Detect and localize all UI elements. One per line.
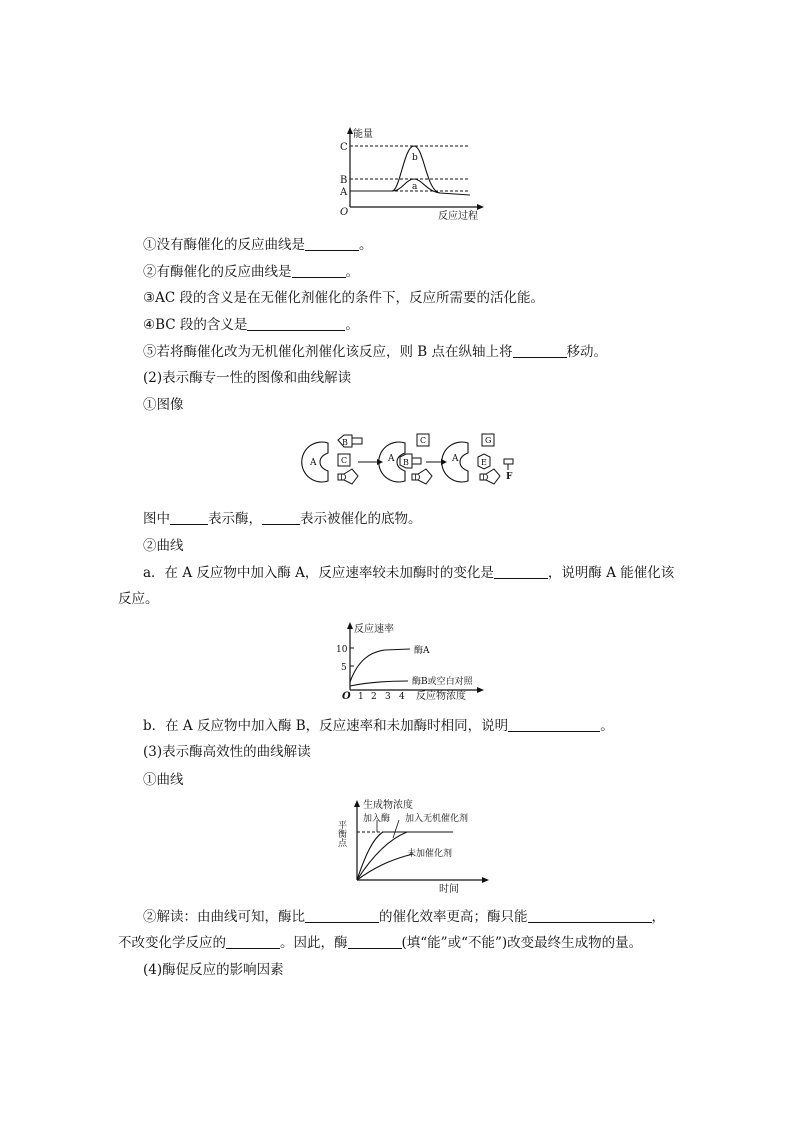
- answer-blank[interactable]: [348, 934, 402, 949]
- substrate-c-label: C: [420, 436, 427, 445]
- rate-x-tick-1: 1: [358, 692, 364, 702]
- substrate-d-label: D: [414, 473, 421, 482]
- series-enzyme-label: 加入酶: [363, 814, 391, 824]
- q1-item-5: ⑤若将酶催化改为无机催化剂催化该反应，则 B 点在纵轴上将 移动。: [143, 344, 608, 360]
- series-inorganic-label: 加入无机催化剂: [405, 814, 469, 824]
- answer-blank[interactable]: [262, 510, 300, 525]
- section2-sub1: ①图像: [143, 397, 184, 413]
- answer-blank[interactable]: [494, 564, 548, 579]
- y-axis-title: 能量: [353, 129, 373, 140]
- series-enzyme-a-label: 酶A: [414, 646, 430, 656]
- rate-x-tick-2: 2: [371, 692, 377, 702]
- enzyme-a-label: A: [310, 458, 317, 468]
- product-f-label: F: [506, 472, 513, 482]
- substrate-d-label: D: [340, 473, 347, 482]
- origin-label: O: [340, 207, 349, 218]
- answer-blank[interactable]: [305, 236, 359, 251]
- series-none-label: 未加催化剂: [407, 849, 453, 859]
- energy-diagram: [330, 125, 490, 223]
- substrate-b-label: B: [403, 458, 409, 467]
- substrate-c-label: C: [341, 456, 348, 465]
- curve-b-label: b: [412, 153, 418, 163]
- q1-item-4: ④BC 段的含义是 。: [143, 317, 359, 333]
- enzyme-a-label: A: [452, 454, 459, 464]
- answer-blank[interactable]: [226, 934, 280, 949]
- q1-item-2: ②有酶催化的反应曲线是 。: [143, 264, 359, 280]
- rate-y-title: 反应速率: [354, 624, 394, 635]
- q1-item-3: ③AC 段的含义是在无催化剂催化的条件下，反应所需要的活化能。: [143, 290, 544, 306]
- answer-blank[interactable]: [305, 908, 379, 923]
- rate-origin: O: [342, 691, 351, 702]
- substrate-d-label: D: [482, 473, 489, 482]
- answer-blank[interactable]: [247, 316, 345, 331]
- answer-blank[interactable]: [508, 717, 600, 732]
- answer-blank[interactable]: [170, 510, 208, 525]
- enzyme-efficiency-chart: [335, 798, 495, 894]
- rate-y-tick-5: 5: [341, 663, 347, 673]
- tick-b: B: [340, 175, 348, 186]
- answer-blank[interactable]: [528, 908, 652, 923]
- section2-heading: (2)表示酶专一性的图像和曲线解读: [143, 370, 352, 386]
- section2-enzyme-line: 图中 表示酶， 表示被催化的底物。: [143, 511, 422, 527]
- enzyme-a-label: A: [388, 454, 395, 464]
- section2-a-line1: a．在 A 反应物中加入酶 A，反应速率较未加酶时的变化是 ，说明酶 A 能催化该: [143, 565, 675, 581]
- efficiency-y-title: 生成物浓度: [363, 800, 413, 811]
- reaction-rate-chart: [330, 620, 500, 702]
- section2-a-line2: 反应。: [118, 591, 159, 607]
- efficiency-x-title: 时间: [439, 884, 459, 895]
- tick-c: C: [340, 142, 348, 153]
- section3-sub1: ①曲线: [143, 772, 184, 788]
- section2-b-line: b．在 A 反应物中加入酶 B，反应速率和未加酶时相同，说明 。: [143, 718, 614, 734]
- series-enzyme-b-label: 酶B或空白对照: [412, 677, 473, 687]
- substrate-b-label: B: [342, 438, 348, 447]
- balance-point-label: 平衡点: [336, 820, 346, 847]
- rate-x-tick-3: 3: [385, 692, 391, 702]
- product-e-label: E: [481, 458, 487, 467]
- section3-interp-line2: 不改变化学反应的 。因此，酶 (填“能”或“不能”)改变最终生成物的量。: [118, 935, 643, 951]
- q1-item-1: ①没有酶催化的反应曲线是 。: [143, 237, 373, 253]
- rate-x-tick-4: 4: [399, 692, 405, 702]
- x-axis-title: 反应过程: [438, 211, 478, 222]
- substrate-g-label: G: [485, 436, 492, 445]
- rate-x-title: 反应物浓度: [416, 691, 466, 702]
- tick-a: A: [340, 187, 348, 198]
- enzyme-specificity-diagram: [300, 428, 540, 500]
- section2-sub2: ②曲线: [143, 538, 184, 554]
- section3-interp-line1: ②解读：由曲线可知，酶比 的催化效率更高；酶只能 ，: [143, 909, 665, 925]
- section4-heading: (4)酶促反应的影响因素: [143, 962, 284, 978]
- answer-blank[interactable]: [292, 263, 346, 278]
- curve-a-label: a: [412, 182, 418, 192]
- rate-y-tick-10: 10: [336, 645, 348, 655]
- section3-heading: (3)表示酶高效性的曲线解读: [143, 744, 311, 760]
- answer-blank[interactable]: [513, 343, 567, 358]
